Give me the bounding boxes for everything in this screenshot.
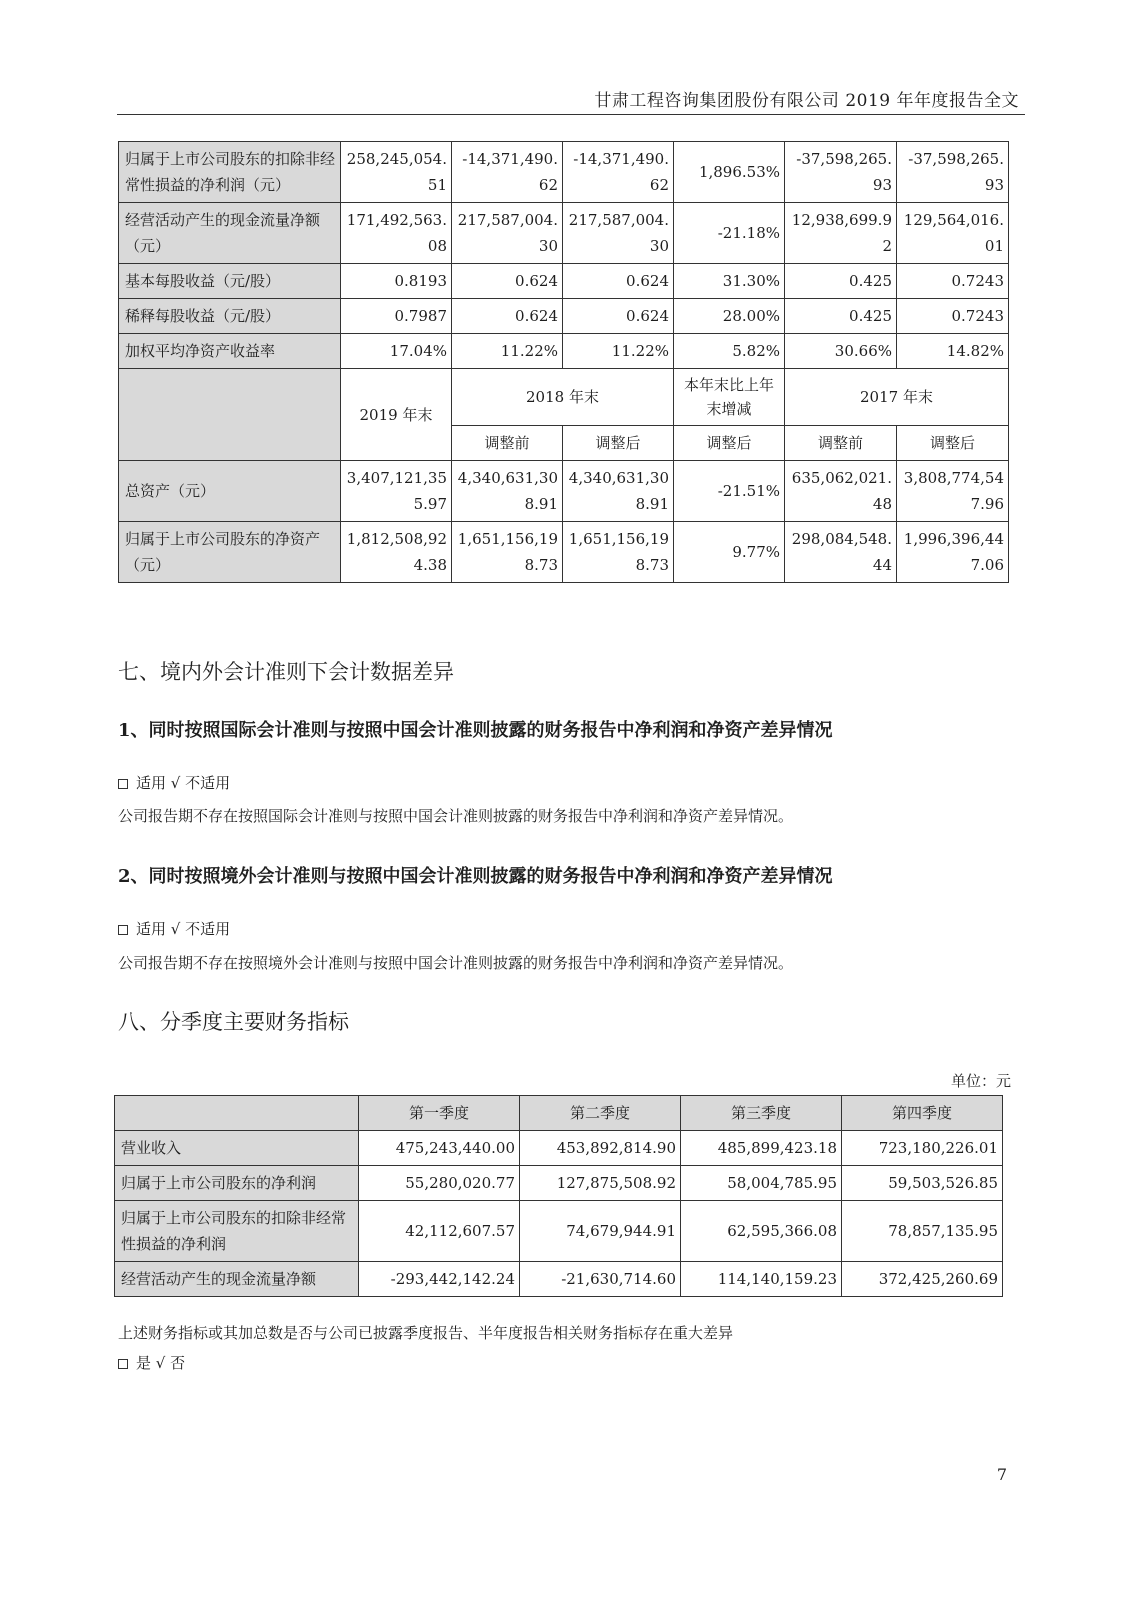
row-label: 归属于上市公司股东的扣除非经常性损益的净利润（元） <box>119 142 341 203</box>
quarter-header: 第三季度 <box>681 1096 842 1131</box>
value-cell: 11.22% <box>563 334 674 369</box>
row-label: 归属于上市公司股东的净资产（元） <box>119 522 341 583</box>
value-cell: 12,938,699.92 <box>785 203 897 264</box>
value-cell: -21.18% <box>674 203 785 264</box>
value-cell: 5.82% <box>674 334 785 369</box>
row-label: 经营活动产生的现金流量净额（元） <box>119 203 341 264</box>
checkbox-icon <box>118 779 128 789</box>
value-cell: 298,084,548.44 <box>785 522 897 583</box>
value-cell: 17.04% <box>341 334 452 369</box>
value-cell: 0.8193 <box>341 264 452 299</box>
value-cell: 0.624 <box>452 299 563 334</box>
value-cell: 3,407,121,355.97 <box>341 461 452 522</box>
header-blank-cell <box>119 369 341 461</box>
section-7-1-choice-text: 适用 √ 不适用 <box>136 774 231 792</box>
value-cell: -37,598,265.93 <box>897 142 1009 203</box>
row-label: 归属于上市公司股东的净利润 <box>115 1166 359 1201</box>
section-7-1-choice <box>118 772 230 793</box>
value-cell: 114,140,159.23 <box>681 1262 842 1297</box>
row-label: 加权平均净资产收益率 <box>119 334 341 369</box>
annual-financial-table <box>118 141 1009 583</box>
value-cell: 1,812,508,924.38 <box>341 522 452 583</box>
value-cell: 475,243,440.00 <box>359 1131 520 1166</box>
value-cell: -14,371,490.62 <box>563 142 674 203</box>
unit-label: 单位：元 <box>950 1072 1011 1090</box>
header-2018: 2018 年末 <box>452 369 674 426</box>
section-7-2-choice <box>118 918 230 939</box>
header-divider <box>117 114 1025 115</box>
quarterly-financial-table <box>114 1095 1003 1297</box>
value-cell: 129,564,016.01 <box>897 203 1009 264</box>
value-cell: 127,875,508.92 <box>520 1166 681 1201</box>
table-header-row <box>119 369 1009 426</box>
value-cell: 1,996,396,447.06 <box>897 522 1009 583</box>
table-row <box>119 299 1009 334</box>
value-cell: -293,442,142.24 <box>359 1262 520 1297</box>
row-label: 营业收入 <box>115 1131 359 1166</box>
value-cell: 635,062,021.48 <box>785 461 897 522</box>
value-cell: 0.7243 <box>897 264 1009 299</box>
value-cell: 0.624 <box>452 264 563 299</box>
value-cell: 28.00% <box>674 299 785 334</box>
table-row <box>119 264 1009 299</box>
row-label: 归属于上市公司股东的扣除非经常性损益的净利润 <box>115 1201 359 1262</box>
value-cell: 372,425,260.69 <box>842 1262 1003 1297</box>
value-cell: 9.77% <box>674 522 785 583</box>
value-cell: 78,857,135.95 <box>842 1201 1003 1262</box>
value-cell: 217,587,004.30 <box>563 203 674 264</box>
row-label: 经营活动产生的现金流量净额 <box>115 1262 359 1297</box>
row-label: 基本每股收益（元/股） <box>119 264 341 299</box>
header-change-after: 调整后 <box>674 426 785 461</box>
section-7-1-title: 1、同时按照国际会计准则与按照中国会计准则披露的财务报告中净利润和净资产差异情况 <box>118 720 833 741</box>
page-number: 7 <box>996 1465 1007 1484</box>
table-row <box>115 1201 1003 1262</box>
section-7-2-text: 公司报告期不存在按照境外会计准则与按照中国会计准则披露的财务报告中净利润和净资产差异情况。 <box>118 954 794 972</box>
value-cell: 55,280,020.77 <box>359 1166 520 1201</box>
checkbox-icon <box>118 925 128 935</box>
value-cell: -21.51% <box>674 461 785 522</box>
value-cell: 14.82% <box>897 334 1009 369</box>
value-cell: 4,340,631,308.91 <box>452 461 563 522</box>
value-cell: 0.7987 <box>341 299 452 334</box>
value-cell: -37,598,265.93 <box>785 142 897 203</box>
table-row <box>119 142 1009 203</box>
section-7-1-text: 公司报告期不存在按照国际会计准则与按照中国会计准则披露的财务报告中净利润和净资产差异情况。 <box>118 807 794 825</box>
value-cell: 0.7243 <box>897 299 1009 334</box>
quarter-header: 第四季度 <box>842 1096 1003 1131</box>
report-header-title: 甘肃工程咨询集团股份有限公司 2019 年年度报告全文 <box>594 91 1019 111</box>
value-cell: 42,112,607.57 <box>359 1201 520 1262</box>
value-cell: 485,899,423.18 <box>681 1131 842 1166</box>
header-2017-after: 调整后 <box>897 426 1009 461</box>
value-cell: 258,245,054.51 <box>341 142 452 203</box>
value-cell: 62,595,366.08 <box>681 1201 842 1262</box>
table-row <box>115 1262 1003 1297</box>
table-row <box>119 522 1009 583</box>
quarter-header: 第一季度 <box>359 1096 520 1131</box>
section-7-title: 七、境内外会计准则下会计数据差异 <box>118 660 454 684</box>
header-2018-after: 调整后 <box>563 426 674 461</box>
value-cell: 217,587,004.30 <box>452 203 563 264</box>
header-change: 本年末比上年末增减 <box>674 369 785 426</box>
value-cell: 74,679,944.91 <box>520 1201 681 1262</box>
value-cell: 11.22% <box>452 334 563 369</box>
header-2019: 2019 年末 <box>341 369 452 461</box>
header-blank-cell <box>115 1096 359 1131</box>
table-row <box>115 1166 1003 1201</box>
table-row <box>119 203 1009 264</box>
value-cell: 3,808,774,547.96 <box>897 461 1009 522</box>
value-cell: 1,651,156,198.73 <box>563 522 674 583</box>
row-label: 总资产（元） <box>119 461 341 522</box>
table-header-row <box>115 1096 1003 1131</box>
value-cell: 58,004,785.95 <box>681 1166 842 1201</box>
value-cell: 59,503,526.85 <box>842 1166 1003 1201</box>
checkbox-icon <box>118 1359 128 1369</box>
value-cell: -14,371,490.62 <box>452 142 563 203</box>
value-cell: 0.624 <box>563 299 674 334</box>
table-row <box>115 1131 1003 1166</box>
value-cell: 0.624 <box>563 264 674 299</box>
value-cell: 723,180,226.01 <box>842 1131 1003 1166</box>
value-cell: 31.30% <box>674 264 785 299</box>
section-8-choice-text: 是 √ 否 <box>136 1354 186 1372</box>
value-cell: 0.425 <box>785 299 897 334</box>
header-2018-before: 调整前 <box>452 426 563 461</box>
section-8-title: 八、分季度主要财务指标 <box>118 1010 349 1034</box>
section-8-choice <box>118 1352 185 1373</box>
value-cell: 1,651,156,198.73 <box>452 522 563 583</box>
row-label: 稀释每股收益（元/股） <box>119 299 341 334</box>
section-7-2-title: 2、同时按照境外会计准则与按照中国会计准则披露的财务报告中净利润和净资产差异情况 <box>118 866 833 887</box>
value-cell: 4,340,631,308.91 <box>563 461 674 522</box>
value-cell: 171,492,563.08 <box>341 203 452 264</box>
header-2017: 2017 年末 <box>785 369 1009 426</box>
quarter-header: 第二季度 <box>520 1096 681 1131</box>
value-cell: 1,896.53% <box>674 142 785 203</box>
value-cell: 453,892,814.90 <box>520 1131 681 1166</box>
header-2017-before: 调整前 <box>785 426 897 461</box>
value-cell: 30.66% <box>785 334 897 369</box>
table-row <box>119 334 1009 369</box>
value-cell: -21,630,714.60 <box>520 1262 681 1297</box>
value-cell: 0.425 <box>785 264 897 299</box>
section-8-note: 上述财务指标或其加总数是否与公司已披露季度报告、半年度报告相关财务指标存在重大差异 <box>118 1324 734 1342</box>
section-7-2-choice-text: 适用 √ 不适用 <box>136 920 231 938</box>
table-row <box>119 461 1009 522</box>
